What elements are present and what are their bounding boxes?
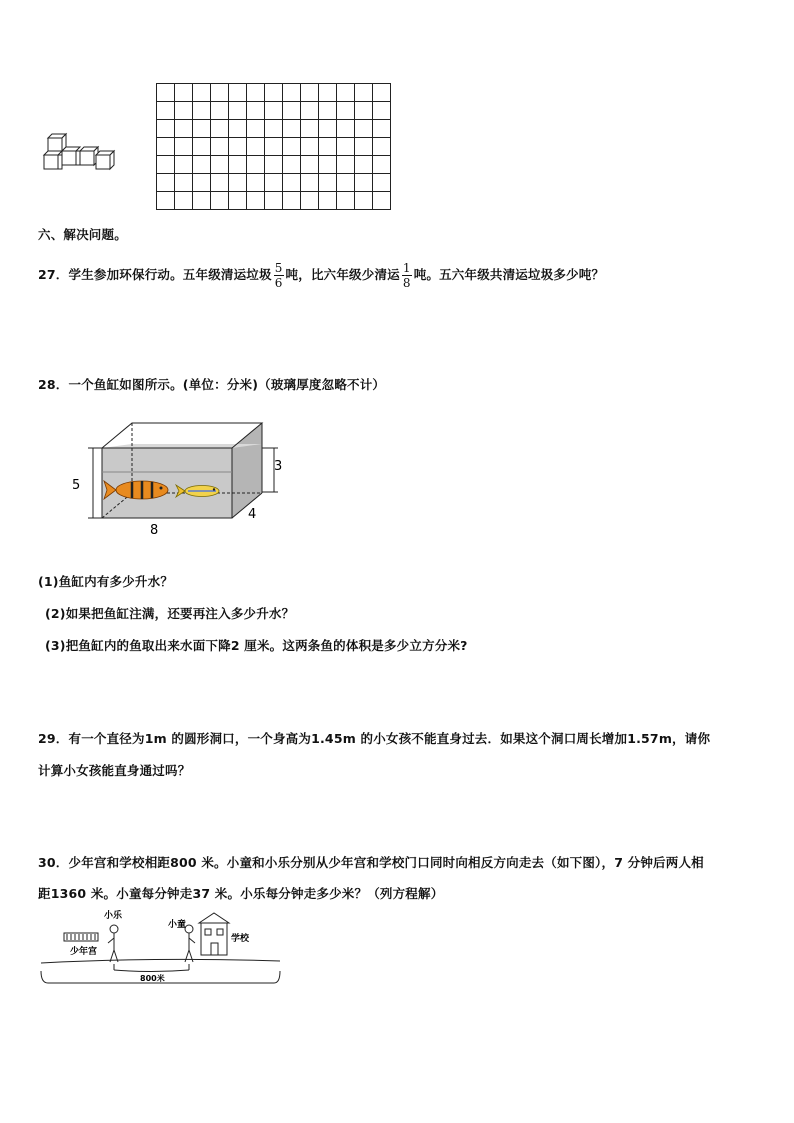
grid-cell xyxy=(355,120,373,138)
grid-cell xyxy=(193,120,211,138)
grid-cell xyxy=(337,120,355,138)
grid-cell xyxy=(229,138,247,156)
q28-sub3: (3)把鱼缸内的鱼取出来水面下降2 厘米。这两条鱼的体积是多少立方分米? xyxy=(45,638,468,653)
grid-cell xyxy=(373,138,391,156)
grid-cell xyxy=(265,84,283,102)
q27-fraction-2: $\frac{1}{8}$ xyxy=(402,261,411,290)
grid-cell xyxy=(247,174,265,192)
grid-cell xyxy=(301,102,319,120)
grid-cell xyxy=(229,84,247,102)
grid-cell xyxy=(211,102,229,120)
grid-cell xyxy=(301,174,319,192)
grid-cell xyxy=(211,84,229,102)
grid-cell xyxy=(265,156,283,174)
grid-cell xyxy=(319,174,337,192)
grid-cell xyxy=(193,156,211,174)
grid-cell xyxy=(355,102,373,120)
q30-number: 30． xyxy=(38,855,69,870)
cube-figure xyxy=(40,128,120,176)
grid-cell xyxy=(337,102,355,120)
grid-cell xyxy=(283,102,301,120)
label-shaoniangong: 少年宫 xyxy=(70,947,98,957)
grid-cell xyxy=(229,156,247,174)
grid-cell xyxy=(229,120,247,138)
grid-cell xyxy=(247,84,265,102)
grid-cell xyxy=(283,192,301,210)
grid-cell xyxy=(355,138,373,156)
question-27 xyxy=(38,255,604,295)
grid-cell xyxy=(157,84,175,102)
grid-cell xyxy=(175,138,193,156)
grid-cell xyxy=(175,192,193,210)
grid-cell xyxy=(355,156,373,174)
dim-height-label: 5 xyxy=(72,478,81,493)
grid-cell xyxy=(373,192,391,210)
q27-text-part1: 学生参加环保行动。五年级清运垃圾 xyxy=(68,267,272,282)
grid-cell xyxy=(193,174,211,192)
grid-cell xyxy=(373,120,391,138)
grid-cell xyxy=(265,192,283,210)
grid-cell xyxy=(283,174,301,192)
grid-cell xyxy=(265,138,283,156)
grid-cell xyxy=(319,192,337,210)
q27-text-part3: 吨。五六年级共清运垃圾多少吨？ xyxy=(413,267,605,282)
grid-cell xyxy=(373,84,391,102)
section-title: 六、解决问题。 xyxy=(38,227,127,242)
grid-cell xyxy=(265,102,283,120)
grid-cell xyxy=(247,120,265,138)
label-distance: 800米 xyxy=(140,974,165,983)
label-school: 学校 xyxy=(231,934,250,944)
dim-water-label: 3 xyxy=(274,459,283,474)
grid-cell xyxy=(211,156,229,174)
grid-cell xyxy=(355,174,373,192)
grid-cell xyxy=(175,84,193,102)
grid-cell xyxy=(175,174,193,192)
grid-cell xyxy=(337,174,355,192)
grid-cell xyxy=(193,192,211,210)
grid-cell xyxy=(301,84,319,102)
grid-cell xyxy=(265,120,283,138)
grid-cell xyxy=(229,174,247,192)
grid-cell xyxy=(283,138,301,156)
dim-width-label: 4 xyxy=(248,507,257,522)
route-figure xyxy=(36,905,286,995)
q28-text: 一个鱼缸如图所示。(单位：分米)（玻璃厚度忽略不计） xyxy=(68,377,386,392)
grid-cell xyxy=(319,102,337,120)
grid-cell xyxy=(157,156,175,174)
question-29-line2: 计算小女孩能直身通过吗？ xyxy=(38,763,191,778)
grid-cell xyxy=(373,174,391,192)
grid-cell xyxy=(157,174,175,192)
grid-cell xyxy=(247,138,265,156)
q27-text-part2: 吨，比六年级少清运 xyxy=(285,267,400,282)
grid-cell xyxy=(247,156,265,174)
grid-cell xyxy=(247,102,265,120)
grid-cell xyxy=(337,156,355,174)
grid-cell xyxy=(283,120,301,138)
grid-cell xyxy=(157,102,175,120)
grid-cell xyxy=(337,192,355,210)
grid-cell xyxy=(157,138,175,156)
grid-cell xyxy=(283,156,301,174)
grid-cell xyxy=(265,174,283,192)
fish-tank-figure xyxy=(60,415,300,540)
grid-cell xyxy=(337,84,355,102)
q28-sub2: (2)如果把鱼缸注满，还要再注入多少升水？ xyxy=(45,606,295,621)
dim-length-label: 8 xyxy=(150,523,159,538)
question-30-line1: 30．少年宫和学校相距800 米。小童和小乐分别从少年宫和学校门口同时向相反方向走去（如下图），7 分钟后两人相 xyxy=(38,855,704,870)
grid-cell xyxy=(157,120,175,138)
grid-cell xyxy=(319,84,337,102)
grid-cell xyxy=(211,192,229,210)
grid-cell xyxy=(175,156,193,174)
water-volume xyxy=(102,448,232,518)
grid-cell xyxy=(193,138,211,156)
grid-cell xyxy=(337,138,355,156)
grid-cell xyxy=(157,192,175,210)
grid-cell xyxy=(193,84,211,102)
grid-cell xyxy=(283,84,301,102)
grid-cell xyxy=(319,156,337,174)
q28-number: 28． xyxy=(38,377,69,392)
grid-cell xyxy=(193,102,211,120)
grid-cell xyxy=(301,156,319,174)
grid-cell xyxy=(301,138,319,156)
square-grid xyxy=(156,83,391,210)
label-xiaole: 小乐 xyxy=(104,911,123,921)
grid-cell xyxy=(301,192,319,210)
grid-cell xyxy=(229,192,247,210)
q28-sub1: (1)鱼缸内有多少升水？ xyxy=(38,574,174,589)
q27-number: 27． xyxy=(38,267,69,282)
grid-cell xyxy=(229,102,247,120)
q29-number: 29． xyxy=(38,731,69,746)
q27-fraction-1: $\frac{5}{6}$ xyxy=(274,261,283,290)
question-29-line1: 29．有一个直径为1m 的圆形洞口，一个身高为1.45m 的小女孩不能直身过去．如果这个洞口周长增加1.57m，请你 xyxy=(38,731,711,746)
grid-cell xyxy=(247,192,265,210)
grid-cell xyxy=(211,174,229,192)
question-28 xyxy=(38,375,385,393)
grid-cell xyxy=(373,102,391,120)
grid-cell xyxy=(355,192,373,210)
question-30-line2: 距1360 米。小童每分钟走37 米。小乐每分钟走多少米？（列方程解） xyxy=(38,886,444,901)
label-xiaotong: 小童 xyxy=(168,920,187,930)
grid-cell xyxy=(175,120,193,138)
grid-cell xyxy=(319,138,337,156)
grid-cell xyxy=(211,120,229,138)
grid-cell xyxy=(373,156,391,174)
grid-cell xyxy=(175,102,193,120)
grid-cell xyxy=(355,84,373,102)
grid-cell xyxy=(211,138,229,156)
grid-cell xyxy=(301,120,319,138)
grid-cell xyxy=(319,120,337,138)
